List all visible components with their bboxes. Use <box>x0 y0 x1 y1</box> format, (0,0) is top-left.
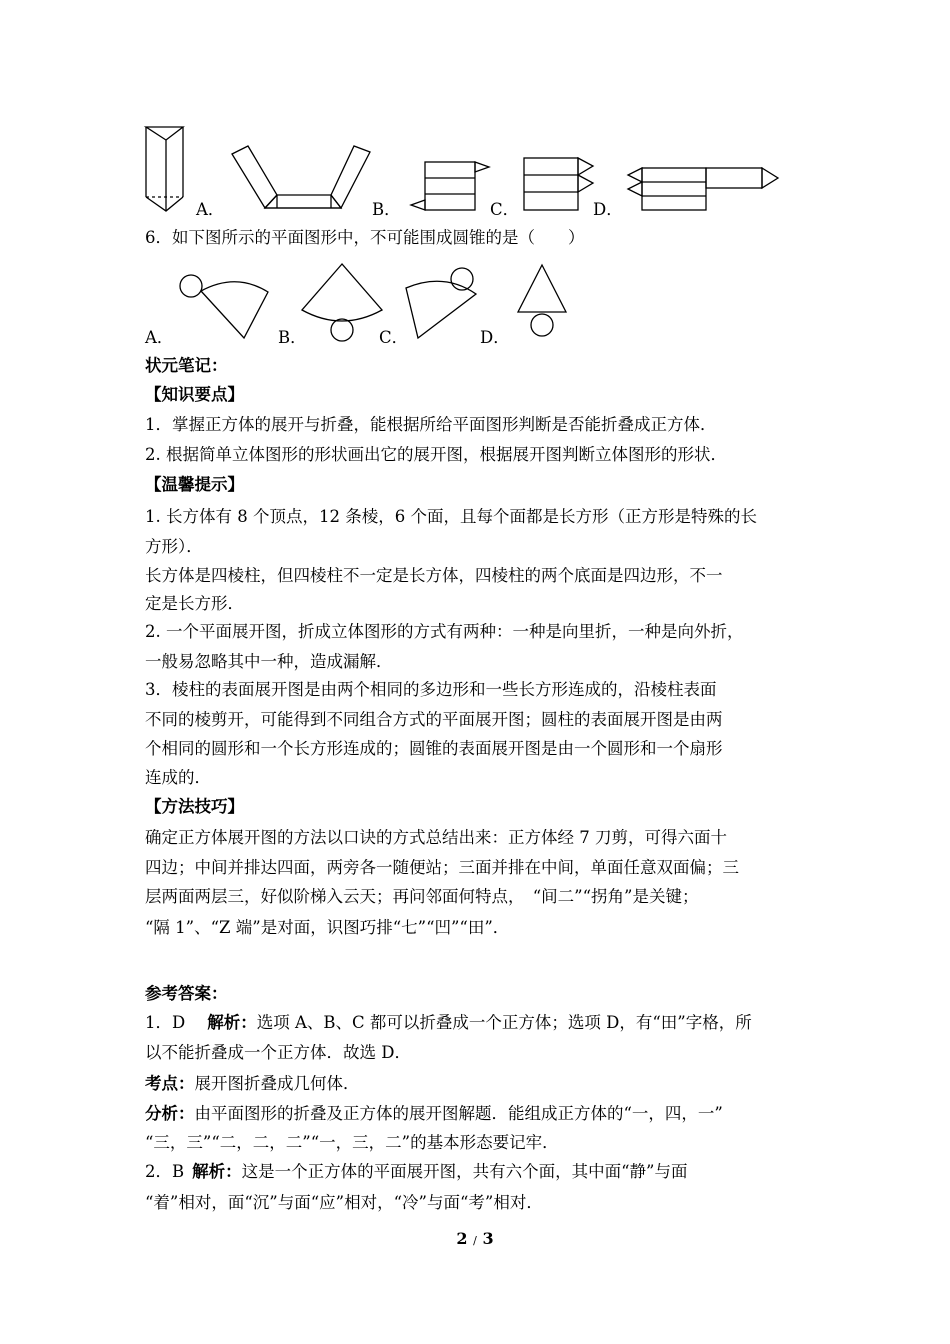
answer-1-text: 选项 A、B、C 都可以折叠成一个正方体；选项 D，有“田”字格，所 <box>256 1013 752 1032</box>
answer-2-line2: “着”相对，面“沉”与面“应”相对，“冷”与面“考”相对． <box>145 1193 543 1212</box>
cone-net-d <box>518 265 566 336</box>
knowledge-heading: 【知识要点】 <box>145 385 244 404</box>
cone-net-a <box>180 275 268 338</box>
tips-line: 一般易忽略其中一种，造成漏解． <box>145 652 393 671</box>
tips-line: 个相同的圆形和一个长方形连成的；圆锥的表面展开图是由一个圆形和一个扇形 <box>145 739 723 758</box>
answer-2-number: 2．B <box>145 1162 185 1181</box>
tips-line: 2. 一个平面展开图，折成立体图形的方式有两种：一种是向里折，一种是向外折， <box>145 622 744 641</box>
tips-line: 定是长方形． <box>145 594 244 613</box>
method-line: 四边；中间并排达四面，两旁各一随便站；三面并排在中间，单面任意双面偏；三 <box>145 858 739 877</box>
method-line: 确定正方体展开图的方法以口诀的方式总结出来：正方体经 7 刀剪，可得六面十 <box>145 828 727 847</box>
figure-net-e <box>628 168 778 210</box>
analysis-text: 由平面图形的折叠及正方体的展开图解题．能组成正方体的“一，四，一” <box>194 1104 723 1123</box>
tips-line: 方形）． <box>145 537 203 556</box>
page-current: 2 <box>456 1229 468 1248</box>
analysis-line2: “三，三”“二，二，二”“一，三，二”的基本形态要记牢． <box>145 1133 559 1152</box>
q6-option-b: B． <box>278 328 307 347</box>
q5-option-c: C． <box>490 200 520 219</box>
cone-net-c <box>406 268 476 338</box>
knowledge-line: 2. 根据简单立体图形的形状画出它的展开图，根据展开图判断立体图形的形状． <box>145 445 727 464</box>
topic-text: 展开图折叠成几何体． <box>194 1074 360 1093</box>
page-number <box>0 1229 950 1248</box>
knowledge-line: 1．掌握正方体的展开与折叠，能根据所给平面图形判断是否能折叠成正方体． <box>145 415 717 434</box>
analysis-label: 分析： <box>145 1104 195 1123</box>
figure-net-d <box>524 158 593 210</box>
question-figures <box>0 0 950 360</box>
q5-option-d: D． <box>593 200 623 219</box>
q5-option-a: A． <box>196 200 225 219</box>
figure-prism <box>146 127 183 211</box>
method-line: 层两面两层三，好似阶梯入云天；再问邻面何特点， “间二”“拐角”是关键； <box>145 887 699 906</box>
notes-title: 状元笔记： <box>145 356 228 375</box>
method-line: “隔 1”、“Z 端”是对面，识图巧排“七”“凹”“田”． <box>145 918 510 937</box>
answer-1-line2: 以不能折叠成一个正方体．故选 D． <box>145 1043 411 1062</box>
answer-1-analysis <box>145 1104 723 1124</box>
q6-option-c: C． <box>379 328 409 347</box>
q6-option-a: A． <box>145 328 174 347</box>
figure-net-c <box>411 162 489 210</box>
page-total: 3 <box>482 1229 494 1248</box>
topic-label: 考点： <box>145 1074 195 1093</box>
tips-line: 连成的． <box>145 768 211 787</box>
tips-line: 1. 长方体有 8 个顶点，12 条棱，6 个面，且每个面都是长方形（正方形是特殊的长 <box>145 507 757 526</box>
answer-1-topic <box>145 1074 360 1094</box>
answer-1-label: 解析： <box>207 1013 257 1032</box>
page-separator: / <box>473 1234 477 1247</box>
q5-option-b: B． <box>372 200 401 219</box>
answers-title: 参考答案： <box>145 984 228 1003</box>
q6-stem: 6．如下图所示的平面图形中，不可能围成圆锥的是（ ） <box>145 228 585 247</box>
q6-option-d: D． <box>480 328 510 347</box>
answer-2 <box>145 1162 688 1182</box>
tips-heading: 【温馨提示】 <box>145 475 244 494</box>
answer-1 <box>145 1013 752 1033</box>
answer-2-label: 解析： <box>192 1162 242 1181</box>
answer-1-number: 1．D <box>145 1013 186 1032</box>
tips-line: 3．棱柱的表面展开图是由两个相同的多边形和一些长方形连成的，沿棱柱表面 <box>145 680 717 699</box>
answer-2-text: 这是一个正方体的平面展开图，共有六个面，其中面“静”与面 <box>241 1162 688 1181</box>
cone-net-b <box>302 264 382 341</box>
tips-line: 不同的棱剪开，可能得到不同组合方式的平面展开图；圆柱的表面展开图是由两 <box>145 710 723 729</box>
method-heading: 【方法技巧】 <box>145 797 244 816</box>
tips-line: 长方体是四棱柱，但四棱柱不一定是长方体，四棱柱的两个底面是四边形，不一 <box>145 566 723 585</box>
figure-net-b <box>232 146 370 208</box>
